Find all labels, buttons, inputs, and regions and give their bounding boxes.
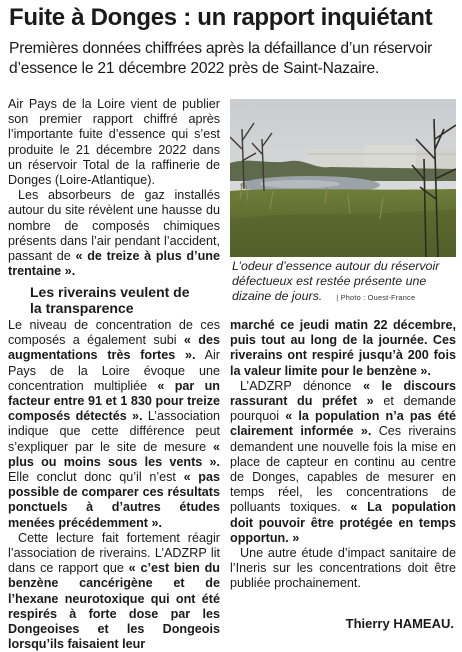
body-text: et demande pourquoi: [230, 394, 456, 424]
column-1-top: [8, 97, 220, 279]
body-text: L’association indique que cette différence peut s’expliquer par le site de mesure: [8, 409, 220, 454]
column-2: [230, 318, 456, 592]
body-text: Cette lecture fait fortement réagir l’association de riverains. L’ADZRP lit dans ce rapport que: [8, 530, 220, 576]
intro-paragraph-1: Air Pays de la Loire vient de publier son premier rapport chiffré après l’importante fuite d’essence qui s’est produite le 21 décembre 2022 dans un réservoir Total de la raffinerie de Donges (Loire-Atlantique).: [8, 97, 220, 188]
body-text: L’ADZRP dénonce: [240, 378, 363, 393]
subheading: Les riverains veulent de la transparence: [30, 284, 190, 316]
body-paragraph-3: [230, 318, 456, 379]
headline: Fuite à Donges : un rapport inquiétant: [9, 4, 433, 31]
body-quote: marché ce jeudi matin 22 décembre, puis tout au long de la journée. Ces riverains ont respiré jusqu’à 200 fois la valeur limite pour le benzène ».: [230, 318, 456, 378]
body-text: Air Pays de la Loire évoque une concentration multipliée: [8, 348, 220, 393]
body-text: Elle conclut donc qu’il n’est: [8, 470, 184, 485]
body-paragraph-2: [8, 531, 220, 652]
body-paragraph-5: Une autre étude d’impact sanitaire de l’Ineris sur les concentrations doit être publiée prochainement.: [230, 546, 456, 591]
column-1-bottom: [8, 318, 220, 652]
article-photo: [230, 99, 456, 257]
photo-credit: | Photo : Ouest-France: [336, 292, 416, 302]
caption-text: L’odeur d’essence autour du réservoir défectueux est restée présente une dizaine de jours.: [232, 259, 440, 303]
body-quote: « par un facteur entre 91 et 1 830 pour treize composés détectés ».: [8, 378, 220, 424]
body-paragraph-1: [8, 318, 220, 531]
body-text: Le niveau de concentration de ces composés a également subi: [8, 318, 220, 348]
photo-caption: [232, 259, 456, 305]
body-quote: « La population doit pouvoir être protégée en temps opportun. »: [230, 500, 456, 545]
body-quote: « la population n’a pas été clairement informée ».: [230, 409, 456, 439]
body-quote: « des augmentations très fortes ».: [8, 333, 220, 363]
body-paragraph-4: [230, 379, 456, 546]
body-quote: « plus ou moins sous les vents ».: [8, 439, 220, 469]
body-text: Ces riverains demandent une nouvelle fois la mise en place de capteur en continu au centre de Donges, capables de mesurer en temps réel, les concentrations de polluants toxiques.: [230, 424, 457, 515]
intro-quote: « de treize à plus d’une trentaine ».: [8, 249, 220, 279]
author-signature: Thierry HAMEAU.: [345, 616, 454, 631]
refinery-landscape-image: [230, 99, 456, 257]
body-quote: « pas possible de comparer ces résultats ponctuels à d’autres études menées précédemment ».: [8, 470, 220, 530]
body-quote: « c’est bien du benzène cancérigène et de l’hexane neurotoxique qui ont été respirés à forte dose par les Dongeoises et les Dongeois lorsqu’ils faisaient leur: [8, 561, 220, 652]
standfirst: Premières données chiffrées après la défaillance d’un réservoir d’essence le 21 décembre 2022 près de Saint-Nazaire.: [9, 40, 433, 77]
intro-paragraph-2: [8, 188, 220, 279]
body-quote: « le discours rassurant du préfet »: [230, 378, 456, 409]
intro-text: Les absorbeurs de gaz installés autour du site révèlent une hausse du nombre de composés chimiques présents dans l’air pendant l’accident, passant de: [8, 188, 220, 264]
